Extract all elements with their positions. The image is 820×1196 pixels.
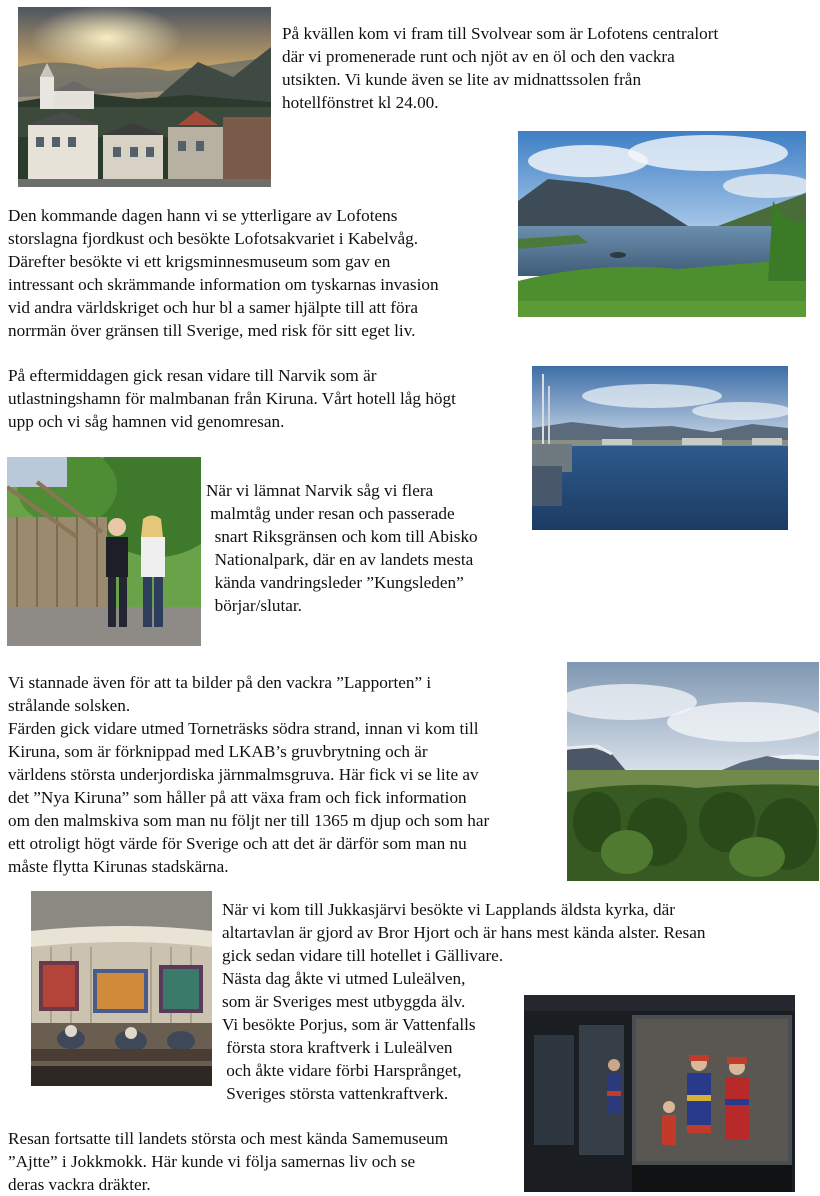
- text-line: kända vandringsleder ”Kungsleden”: [206, 573, 464, 592]
- photo-jukkasjarvi-church: [31, 891, 212, 1086]
- text-line: Kiruna, som är förknippad med LKAB’s gruvbrytning och är: [8, 742, 428, 761]
- photo-svolvaer-town: [18, 7, 271, 187]
- text-line: Vi stannade även för att ta bilder på den vackra ”Lapporten” i: [8, 673, 432, 692]
- text-line: upp och vi såg hamnen vid genomresan.: [8, 412, 285, 431]
- text-line: vid andra världskriget och hur bl a samer hjälpte till att föra: [8, 298, 418, 317]
- text-line: om den malmskiva som man nu följt ner till 1365 m djup och som har: [8, 811, 490, 830]
- paragraph-kiruna: [8, 671, 489, 878]
- text-line: norrmän över gränsen till Sverige, med risk för sitt eget liv.: [8, 321, 416, 340]
- text-line: världens största underjordiska järnmalmsgruva. Här fick vi se lite av: [8, 765, 479, 784]
- text-line: det ”Nya Kiruna” som håller på att växa fram och fick information: [8, 788, 467, 807]
- paragraph-ajtte: [8, 1127, 448, 1196]
- text-line: På eftermiddagen gick resan vidare till Narvik som är: [8, 366, 377, 385]
- paragraph-lulealven: [222, 967, 476, 1105]
- text-line: altartavlan är gjord av Bror Hjort och är hans mest kända alster. Resan: [222, 923, 706, 942]
- photo-lapporten: [567, 662, 819, 881]
- text-line: gick sedan vidare till hotellet i Gällivare.: [222, 946, 504, 965]
- text-line: deras vackra dräkter.: [8, 1175, 151, 1194]
- text-line: där vi promenerade runt och njöt av en öl och den vackra: [282, 47, 675, 66]
- paragraph-jukkasjarvi: [222, 898, 705, 967]
- text-line: malmtåg under resan och passerade: [206, 504, 455, 523]
- text-line: Nästa dag åkte vi utmed Luleälven,: [222, 969, 466, 988]
- text-line: intressant och skrämmande information om tyskarnas invasion: [8, 275, 439, 294]
- text-line: Nationalpark, där en av landets mesta: [206, 550, 474, 569]
- text-line: måste flytta Kirunas stadskärna.: [8, 857, 229, 876]
- text-line: som är Sveriges mest utbyggda älv.: [222, 992, 466, 1011]
- paragraph-lofoten: [8, 204, 439, 342]
- text-line: När vi kom till Jukkasjärvi besökte vi Lapplands äldsta kyrka, där: [222, 900, 675, 919]
- photo-abisko-couple: [7, 457, 201, 646]
- paragraph-narvik: [8, 364, 456, 433]
- text-line: ett otroligt högt värde för Sverige och att det är därför som man nu: [8, 834, 467, 853]
- text-line: utsikten. Vi kunde även se lite av midnattssolen från: [282, 70, 642, 89]
- text-line: utlastningshamn för malmbanan från Kiruna. Vårt hotell låg högt: [8, 389, 456, 408]
- text-line: Resan fortsatte till landets största och mest kända Samemuseum: [8, 1129, 449, 1148]
- text-line: När vi lämnat Narvik såg vi flera: [206, 481, 434, 500]
- photo-lofoten-fjord: [518, 131, 806, 317]
- text-line: storslagna fjordkust och besökte Lofotsakvariet i Kabelvåg.: [8, 229, 418, 248]
- text-line: strålande solsken.: [8, 696, 131, 715]
- text-line: Vi besökte Porjus, som är Vattenfalls: [222, 1015, 476, 1034]
- paragraph-abisko: [206, 479, 478, 617]
- paragraph-svolvaer: [282, 22, 718, 114]
- text-line: hotellfönstret kl 24.00.: [282, 93, 439, 112]
- text-line: snart Riksgränsen och kom till Abisko: [206, 527, 478, 546]
- text-line: Den kommande dagen hann vi se ytterligare av Lofotens: [8, 206, 398, 225]
- photo-ajtte-museum: [524, 995, 795, 1192]
- text-line: och åkte vidare förbi Harsprånget,: [222, 1061, 462, 1080]
- photo-narvik-harbour: [532, 366, 788, 530]
- text-line: Färden gick vidare utmed Torneträsks södra strand, innan vi kom till: [8, 719, 479, 738]
- text-line: första stora kraftverk i Luleälven: [222, 1038, 453, 1057]
- text-line: ”Ajtte” i Jokkmokk. Här kunde vi följa samernas liv och se: [8, 1152, 416, 1171]
- text-line: Sveriges största vattenkraftverk.: [222, 1084, 449, 1103]
- text-line: På kvällen kom vi fram till Svolvear som är Lofotens centralort: [282, 24, 719, 43]
- text-line: Därefter besökte vi ett krigsminnesmuseum som gav en: [8, 252, 391, 271]
- text-line: börjar/slutar.: [206, 596, 302, 615]
